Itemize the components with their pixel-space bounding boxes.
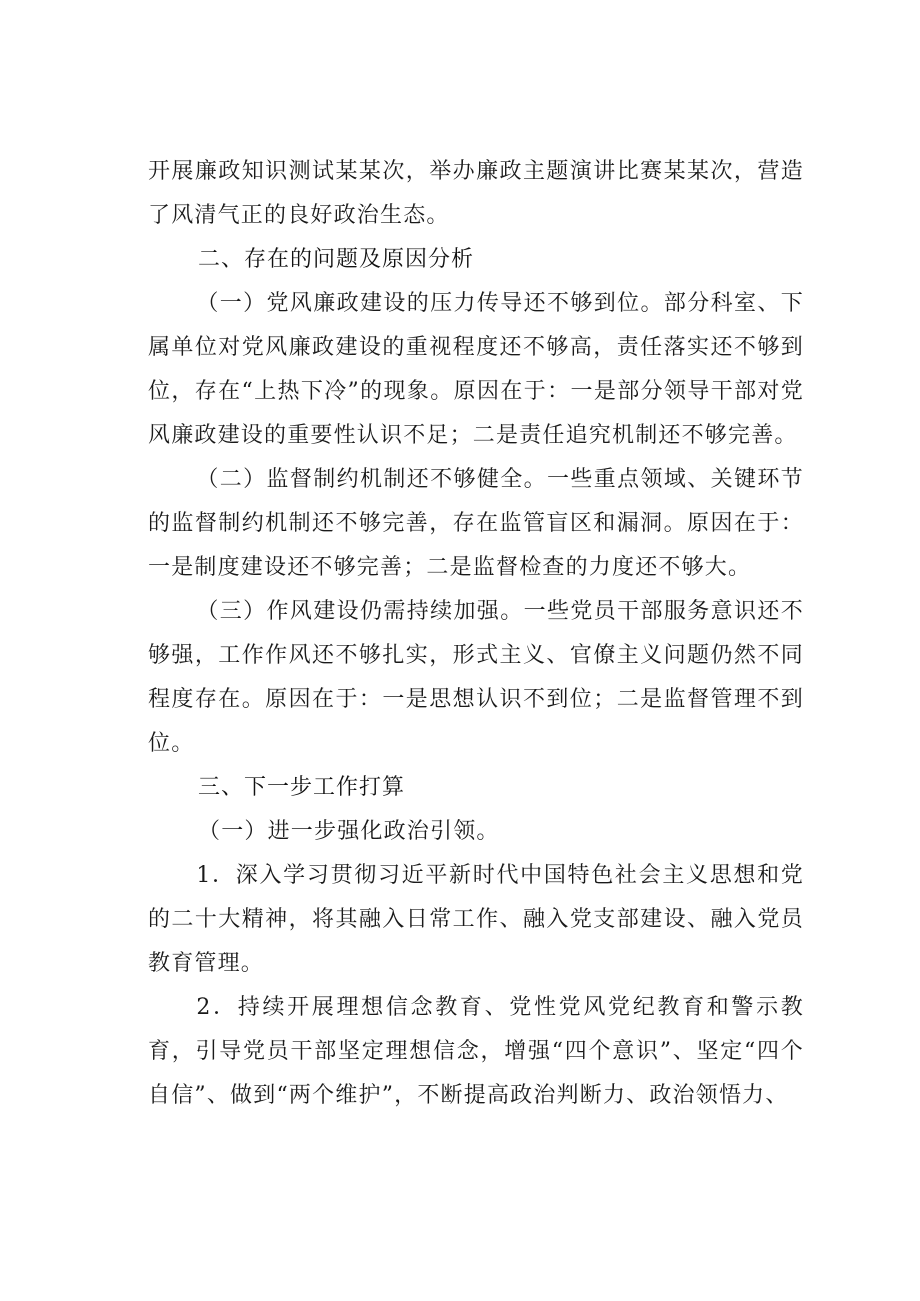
- paragraph-problem-2: （二）监督制约机制还不够健全。一些重点领域、关键环节的监督制约机制还不够完善，存在监管盲区和漏洞。原因在于：一是制度建设还不够完善；二是监督检查的力度还不够大。: [148, 467, 804, 580]
- paragraph-intro: 开展廉政知识测试某某次，举办廉政主题演讲比赛某某次，营造了风清气正的良好政治生态。: [148, 159, 804, 228]
- paragraph-problem-3: （三）作风建设仍需持续加强。一些党员干部服务意识还不够强，工作作风还不够扎实，形式主义、官僚主义问题仍然不同程度存在。原因在于：一是思想认识不到位；二是监督管理不到位。: [148, 599, 804, 756]
- paragraph-item-2: 2．持续开展理想信念教育、党性党风党纪教育和警示教育，引导党员干部坚定理想信念，增强“四个意识”、坚定“四个自信”、做到“两个维护”，不断提高政治判断力、政治领悟力、: [148, 995, 804, 1108]
- section-heading-problems: 二、存在的问题及原因分析: [198, 247, 475, 272]
- section-heading-next-steps: 三、下一步工作打算: [198, 775, 406, 800]
- paragraph-problem-1: （一）党风廉政建设的压力传导还不够到位。部分科室、下属单位对党风廉政建设的重视程度还不够高，责任落实还不够到位，存在“上热下冷”的现象。原因在于：一是部分领导干部对党风廉政建设的重要性认识不足；二是责任追究机制还不够完善。: [148, 291, 804, 448]
- document-page: [148, 150, 804, 1118]
- subheading-political-guidance: （一）进一步强化政治引领。: [198, 819, 500, 844]
- paragraph-item-1: 1．深入学习贯彻习近平新时代中国特色社会主义思想和党的二十大精神，将其融入日常工作、融入党支部建设、融入党员教育管理。: [148, 863, 804, 976]
